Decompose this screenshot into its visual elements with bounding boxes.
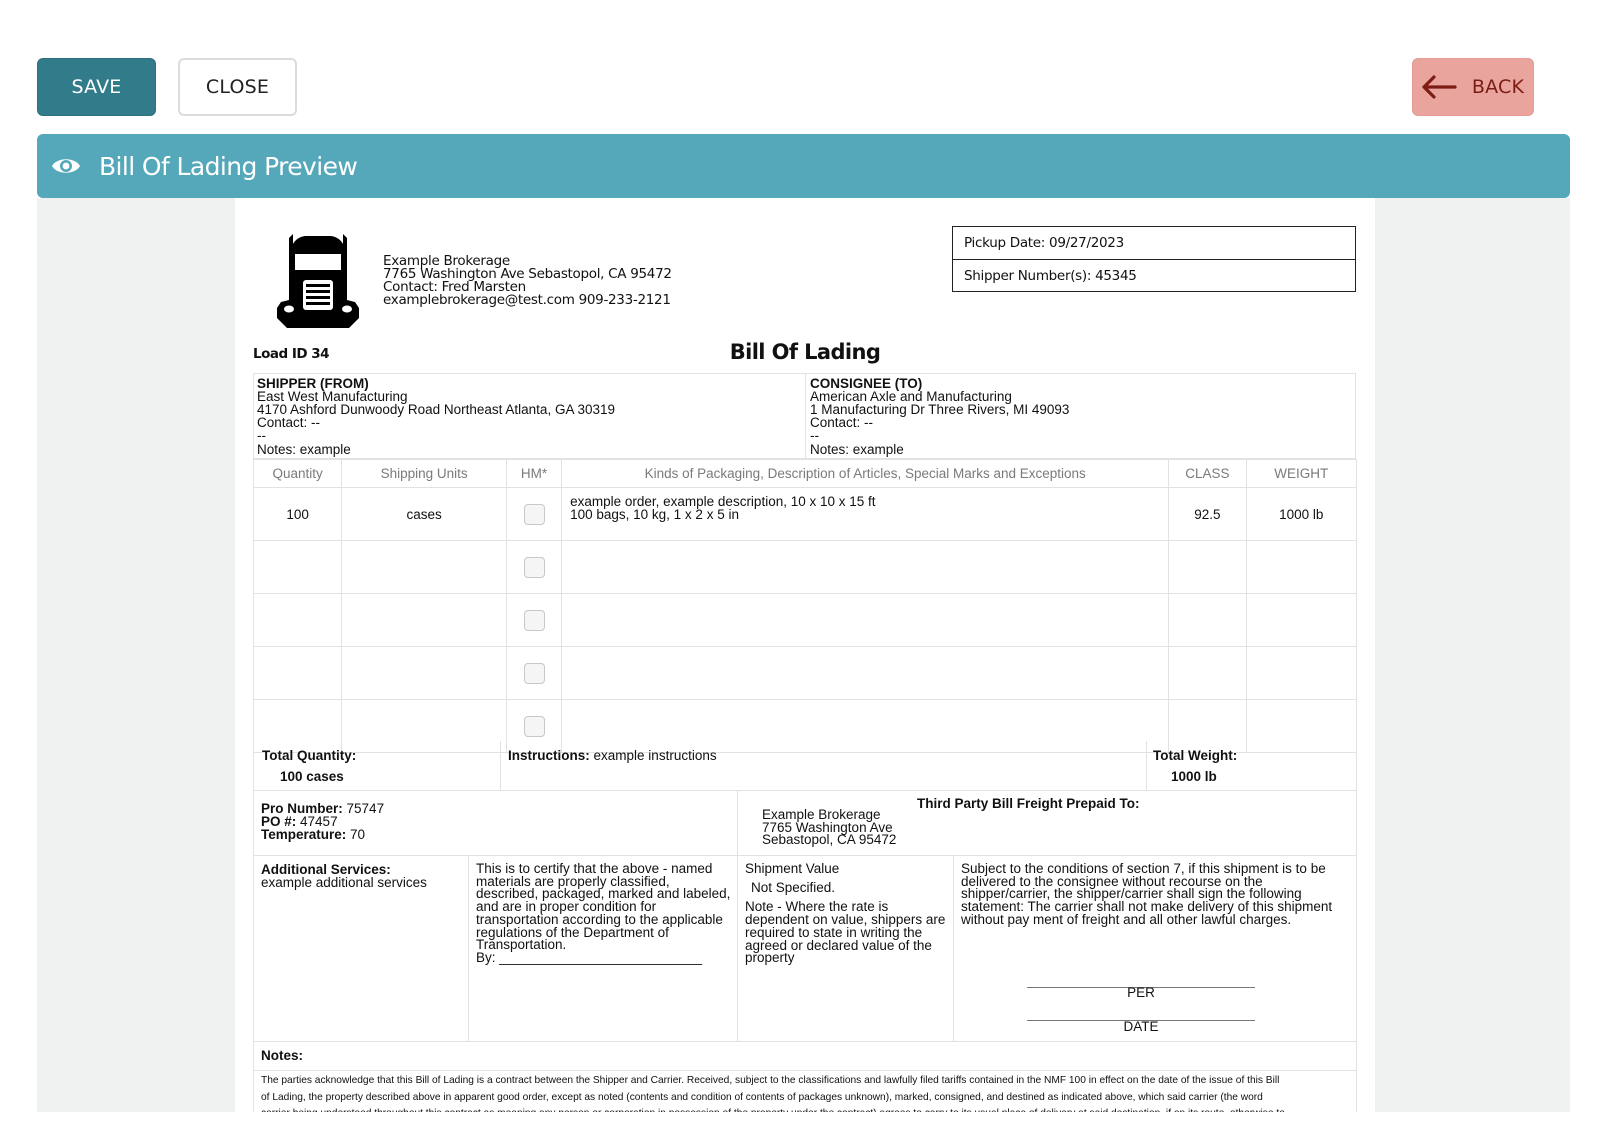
certification-by: By: ___________________________ (476, 949, 702, 965)
consignee-heading: CONSIGNEE (TO) (810, 376, 923, 391)
cell-weight: 1000 lb (1246, 488, 1356, 541)
col-shipping-units: Shipping Units (342, 460, 507, 488)
back-button[interactable] (1412, 58, 1534, 116)
total-quantity-value: 100 cases (280, 769, 344, 784)
company-name: Example Brokerage (383, 253, 510, 269)
load-id: Load ID 34 (253, 346, 330, 362)
shipper-extra: -- (257, 428, 266, 443)
instructions-value: example instructions (593, 748, 717, 763)
truck-icon (275, 230, 361, 328)
arrow-left-icon (1422, 75, 1458, 99)
document-title: Bill Of Lading (729, 340, 881, 364)
additional-services-label: Additional Services: (261, 862, 391, 877)
table-row (254, 594, 1357, 647)
cert-divider-2 (737, 856, 738, 1041)
third-party-address (762, 809, 896, 847)
table-row (254, 541, 1357, 594)
cell-weight (1246, 647, 1356, 700)
hm-checkbox[interactable] (524, 557, 545, 578)
cert-divider-3 (953, 856, 954, 1041)
total-weight-value: 1000 lb (1171, 769, 1217, 784)
col-weight: WEIGHT (1246, 460, 1356, 488)
cell-weight (1246, 594, 1356, 647)
third-party-heading: Third Party Bill Freight Prepaid To: (917, 796, 1140, 811)
third-party-address-1: 7765 Washington Ave (762, 819, 893, 835)
pickup-info-box (952, 226, 1356, 292)
bill-of-lading-document[interactable] (235, 198, 1375, 1140)
col-hm: HM* (506, 460, 561, 488)
page-bottom-mask (0, 1112, 1600, 1148)
shipment-value-note: Note - Where the rate is dependent on value, shippers are required to state in writing the agreed or declared value of the property (745, 899, 946, 966)
shipment-value (745, 863, 949, 965)
total-weight-label: Total Weight: (1153, 748, 1238, 763)
shipment-value-label: Shipment Value (745, 861, 840, 876)
temperature-value: 70 (350, 827, 366, 842)
cell-quantity (254, 541, 342, 594)
third-party-address-2: Sebastopol, CA 95472 (762, 832, 897, 847)
close-button[interactable] (178, 58, 297, 116)
notes-label: Notes: (261, 1048, 304, 1063)
consignee-block (810, 377, 1069, 456)
shipper-address: 4170 Ashford Dunwoody Road Northeast Atlanta, GA 30319 (257, 402, 615, 417)
cert-divider-1 (468, 856, 469, 1041)
pro-number-label: Pro Number: (261, 801, 343, 816)
hm-checkbox[interactable] (524, 663, 545, 684)
cell-units: cases (342, 488, 507, 541)
company-contact: Contact: Fred Marsten (383, 279, 526, 295)
cell-description (562, 594, 1169, 647)
hm-checkbox[interactable] (524, 716, 545, 737)
shipper-notes: Notes: example (257, 442, 351, 457)
totals-row (253, 741, 1357, 791)
col-class: CLASS (1169, 460, 1246, 488)
cell-units (342, 541, 507, 594)
shipment-value-value: Not Specified. (751, 879, 836, 895)
parties-section (253, 373, 1356, 459)
references-row (253, 790, 1357, 856)
additional-services (261, 863, 461, 889)
shipper-block (257, 377, 615, 456)
cell-units (342, 594, 507, 647)
description-line-1: example order, example description, 10 x 10 x 15 ft (570, 494, 876, 509)
po-label: PO #: (261, 814, 297, 829)
temperature-label: Temperature: (261, 827, 347, 842)
cell-weight (1246, 541, 1356, 594)
items-header-row (254, 460, 1357, 488)
eye-icon (51, 155, 81, 177)
shipper-name: East West Manufacturing (257, 389, 408, 404)
consignee-name: American Axle and Manufacturing (810, 389, 1012, 404)
cell-quantity (254, 647, 342, 700)
certification (476, 863, 734, 965)
table-row (254, 488, 1357, 541)
po-value: 47457 (300, 814, 338, 829)
col-quantity: Quantity (254, 460, 342, 488)
instructions-label: Instructions: (508, 748, 590, 763)
cell-description (562, 647, 1169, 700)
cell-description (562, 541, 1169, 594)
section7-statement (961, 863, 1353, 927)
col-description: Kinds of Packaging, Description of Articles, Special Marks and Exceptions (562, 460, 1169, 488)
pro-number-value: 75747 (346, 801, 385, 816)
company-address: 7765 Washington Ave Sebastopol, CA 95472 (383, 266, 672, 282)
legal-line-2: of Lading, the property described above in apparent good order, except as noted (contents and condition of contents of packages unknown), marked, consigned, and destined as indicated above, which said carrier (the word (261, 1091, 1263, 1103)
third-party-name: Example Brokerage (762, 807, 881, 822)
cell-quantity: 100 (254, 488, 342, 541)
cell-class: 92.5 (1169, 488, 1246, 541)
consignee-notes: Notes: example (810, 442, 904, 457)
save-label: SAVE (71, 76, 122, 98)
panel-title: Bill Of Lading Preview (99, 151, 358, 181)
shipper-numbers: Shipper Number(s): 45345 (953, 259, 1355, 291)
certification-text: This is to certify that the above - named materials are properly classified, described, packaged, marked and labeled, and are in proper condition for transportation according to the applicable regulations of the Department of Transportation. (476, 861, 731, 953)
company-info (383, 255, 672, 307)
close-label: CLOSE (205, 76, 270, 98)
cell-quantity (254, 594, 342, 647)
consignee-address: 1 Manufacturing Dr Three Rivers, MI 49093 (810, 402, 1070, 417)
references-divider (737, 790, 738, 855)
items-table (253, 459, 1357, 753)
cell-description (562, 488, 1169, 541)
parties-divider (805, 374, 806, 458)
cell-units (342, 647, 507, 700)
cell-class (1169, 541, 1246, 594)
hm-checkbox[interactable] (524, 610, 545, 631)
description-line-2: 100 bags, 10 kg, 1 x 2 x 5 in (570, 507, 739, 522)
shipper-heading: SHIPPER (FROM) (257, 376, 369, 391)
toolbar (37, 58, 1534, 116)
cell-class (1169, 594, 1246, 647)
panel-header (37, 134, 1570, 198)
reference-numbers (261, 802, 384, 841)
notes-row (253, 1041, 1357, 1071)
total-quantity-label: Total Quantity: (262, 748, 357, 763)
back-label: BACK (1471, 76, 1525, 98)
additional-services-value: example additional services (261, 875, 427, 890)
date-label: DATE (1123, 1019, 1159, 1034)
section7-text: Subject to the conditions of section 7, if this shipment is to be delivered to the consignee without recourse on the shipper/carrier, the shipper/carrier shall sign the following statement: The carrier shall not make delivery of this shipment without pay ment of freight and all other lawful charges. (961, 861, 1333, 927)
shipper-contact: Contact: -- (257, 415, 321, 430)
company-email-phone: examplebrokerage@test.com 909-233-2121 (383, 292, 671, 308)
totals-divider-1 (500, 741, 501, 790)
consignee-contact: Contact: -- (810, 415, 874, 430)
totals-divider-2 (1146, 741, 1147, 790)
cell-class (1169, 647, 1246, 700)
legal-line-1: The parties acknowledge that this Bill of Lading is a contract between the Shipper and Carrier. Received, subject to the classifications and lawfully filed tariffs contained in the NMF 100 in effect on the date of the issue of this Bill (261, 1075, 1280, 1086)
hm-checkbox[interactable] (524, 504, 545, 525)
table-row (254, 647, 1357, 700)
pickup-date: Pickup Date: 09/27/2023 (964, 235, 1124, 251)
consignee-extra: -- (810, 428, 819, 443)
instructions (508, 748, 717, 763)
per-label: PER (1127, 985, 1155, 1000)
save-button[interactable] (37, 58, 156, 116)
certification-row (253, 856, 1357, 1042)
